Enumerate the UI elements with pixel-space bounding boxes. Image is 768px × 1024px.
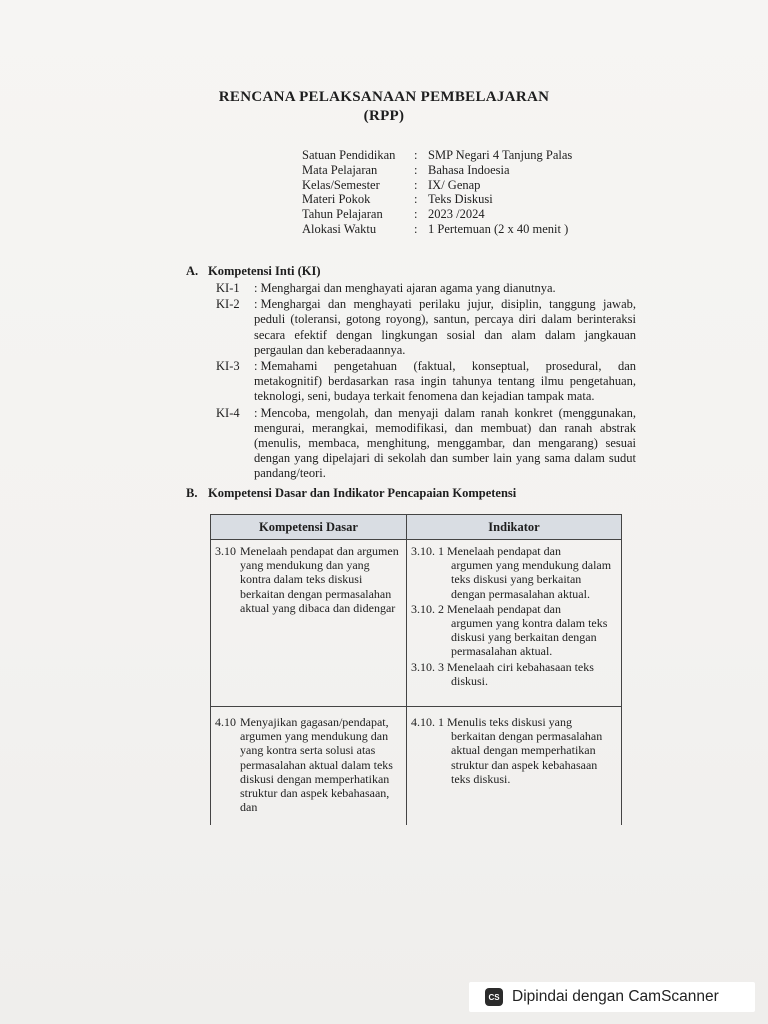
table-row bbox=[211, 707, 622, 826]
info-value: SMP Negari 4 Tanjung Palas bbox=[428, 148, 573, 162]
identity-block bbox=[302, 148, 572, 237]
kd-cell bbox=[211, 540, 407, 707]
indicator-continuation: berkaitan dengan permasalahan aktual dengan memperhatikan struktur dan aspek kebahasaan teks diskusi. bbox=[451, 729, 603, 786]
section-b-heading bbox=[186, 486, 516, 501]
indicator-item bbox=[411, 715, 617, 786]
kd-number: 3.10 bbox=[215, 544, 236, 558]
info-row bbox=[302, 148, 572, 163]
info-label: Satuan Pendidikan bbox=[302, 148, 396, 162]
kd-cell bbox=[211, 707, 407, 826]
info-label: Kelas/Semester bbox=[302, 177, 380, 192]
ki-code: KI-1 bbox=[216, 281, 240, 295]
indicator-text: Menelaah pendapat dan bbox=[447, 544, 561, 558]
indicator-number: 3.10. 2 bbox=[411, 601, 444, 616]
ki-code: KI-2 bbox=[216, 297, 240, 312]
kd-text: Menelaah pendapat dan argumen yang mendukung dan yang kontra dalam teks diskusi berkaitan dengan permasalahan aktual yang dibaca dan didengar bbox=[240, 544, 399, 615]
column-header-indicator: Indikator bbox=[407, 515, 622, 540]
camscanner-watermark bbox=[469, 982, 755, 1012]
info-value: Teks Diskusi bbox=[428, 192, 493, 207]
ki-code: KI-4 bbox=[216, 405, 240, 420]
info-row bbox=[302, 178, 572, 193]
info-separator: : bbox=[414, 177, 418, 192]
ki-text: Menghargai dan menghayati perilaku jujur, disiplin, tanggung jawab, peduli (toleransi, gotong royong), santun, percaya diri dalam berinteraksi secara efektif dengan lingkungan sosial dan alam dalam jangkauan pergaulan dan keberadaannya. bbox=[254, 297, 636, 357]
info-label: Materi Pokok bbox=[302, 192, 371, 207]
info-value: 1 Pertemuan (2 x 40 menit ) bbox=[428, 221, 569, 236]
info-separator: : bbox=[414, 192, 418, 207]
indicator-continuation: argumen yang mendukung dalam teks diskusi yang berkaitan dengan permasalahan aktual. bbox=[451, 558, 612, 601]
indicator-text: Menulis teks diskusi yang bbox=[447, 715, 572, 729]
section-a-heading bbox=[186, 264, 321, 279]
document-title: RENCANA PELAKSANAAN PEMBELAJARAN bbox=[218, 89, 550, 105]
info-label: Alokasi Waktu bbox=[302, 221, 377, 236]
ki-item: KI-1 : Menghargai dan menghayati ajaran agama yang dianutnya. bbox=[216, 281, 556, 295]
indicator-number: 4.10. 1 bbox=[411, 715, 444, 729]
ki-item: KI-3 : Memahami pengetahuan (faktual, konseptual, prosedural, dan metakognitif) berdasarkan rasa ingin tahunya tentang ilmu pengetahuan, teknologi, seni, budaya terkait fenomena dan kejadian tampak mata. bbox=[216, 359, 636, 404]
info-value: IX/ Genap bbox=[428, 177, 481, 192]
info-value: 2023 /2024 bbox=[428, 207, 485, 222]
indicator-continuation: argumen yang kontra dalam teks diskusi yang berkaitan dengan permasalahan aktual. bbox=[451, 616, 608, 659]
section-title: Kompetensi Inti (KI) bbox=[208, 264, 321, 278]
ki-item: KI-4 : Mencoba, mengolah, dan menyaji dalam ranah konkret (menggunakan, mengurai, merangkai, memodifikasi, dan membuat) dan ranah abstrak (menulis, membaca, menghitung, menggambar, dan mengarang) sesuai dengan yang dipelajari di sekolah dan sumber lain yang sama dalam sudut pandang/teori. bbox=[216, 405, 636, 481]
info-value: Bahasa Indoesia bbox=[428, 162, 510, 177]
info-separator: : bbox=[414, 221, 418, 236]
ki-text: Memahami pengetahuan (faktual, konseptual, prosedural, dan metakognitif) berdasarkan rasa ingin tahunya tentang ilmu pengetahuan, teknologi, seni, budaya terkait fenomena dan kejadian tampak mata. bbox=[254, 359, 636, 404]
indicator-item bbox=[411, 602, 617, 659]
section-letter: A. bbox=[186, 264, 199, 278]
indicator-cell bbox=[407, 540, 622, 707]
camscanner-logo-icon: CS bbox=[485, 988, 503, 1006]
ki-list bbox=[216, 281, 636, 483]
camscanner-label: Dipindai dengan CamScanner bbox=[512, 988, 719, 1005]
info-label: Mata Pelajaran bbox=[302, 162, 378, 177]
indicator-number: 3.10. 1 bbox=[411, 544, 444, 558]
info-row bbox=[302, 192, 572, 207]
table-row bbox=[211, 540, 622, 707]
ki-text: Menghargai dan menghayati ajaran agama yang dianutnya. bbox=[260, 281, 556, 295]
indicator-cell bbox=[407, 707, 622, 826]
indicator-text: Menelaah ciri kebahasaan teks bbox=[447, 659, 594, 674]
info-label: Tahun Pelajaran bbox=[302, 207, 383, 222]
kd-number: 4.10 bbox=[215, 715, 236, 729]
indicator-continuation: diskusi. bbox=[451, 673, 489, 688]
column-header-kd: Kompetensi Dasar bbox=[211, 515, 407, 540]
ki-text: Mencoba, mengolah, dan menyaji dalam ranah konkret (menggunakan, mengurai, merangkai, memodifikasi, dan membuat) dan ranah abstrak (menulis, membaca, menghitung, menggambar, dan mengarang) sesuai dengan yang dipelajari di sekolah dan sumber lain yang sama dalam sudut pandang/teori. bbox=[254, 405, 636, 481]
info-separator: : bbox=[414, 148, 418, 162]
info-separator: : bbox=[414, 207, 418, 222]
indicator-text: Menelaah pendapat dan bbox=[447, 601, 561, 616]
ki-code: KI-3 bbox=[216, 359, 240, 374]
info-row bbox=[302, 207, 572, 222]
kd-text: Menyajikan gagasan/pendapat, argumen yang mendukung dan yang kontra serta solusi atas permasalahan aktual dalam teks diskusi dengan memperhatikan struktur dan aspek kebahasaan, dan bbox=[240, 715, 393, 815]
indicator-item bbox=[411, 544, 617, 601]
info-separator: : bbox=[414, 162, 418, 177]
table-header-row bbox=[211, 515, 622, 540]
section-title: Kompetensi Dasar dan Indikator Pencapaian Kompetensi bbox=[208, 486, 517, 500]
indicator-number: 3.10. 3 bbox=[411, 659, 444, 674]
indicator-item bbox=[411, 660, 617, 688]
info-row bbox=[302, 222, 572, 237]
competency-table bbox=[210, 514, 622, 825]
document-subtitle: (RPP) bbox=[363, 108, 405, 124]
info-row bbox=[302, 163, 572, 178]
ki-item: KI-2 : Menghargai dan menghayati perilaku jujur, disiplin, tanggung jawab, peduli (toleransi, gotong royong), santun, percaya diri dalam berinteraksi secara efektif dengan lingkungan sosial dan alam dalam jangkauan pergaulan dan keberadaannya. bbox=[216, 297, 636, 357]
section-letter: B. bbox=[186, 486, 198, 500]
